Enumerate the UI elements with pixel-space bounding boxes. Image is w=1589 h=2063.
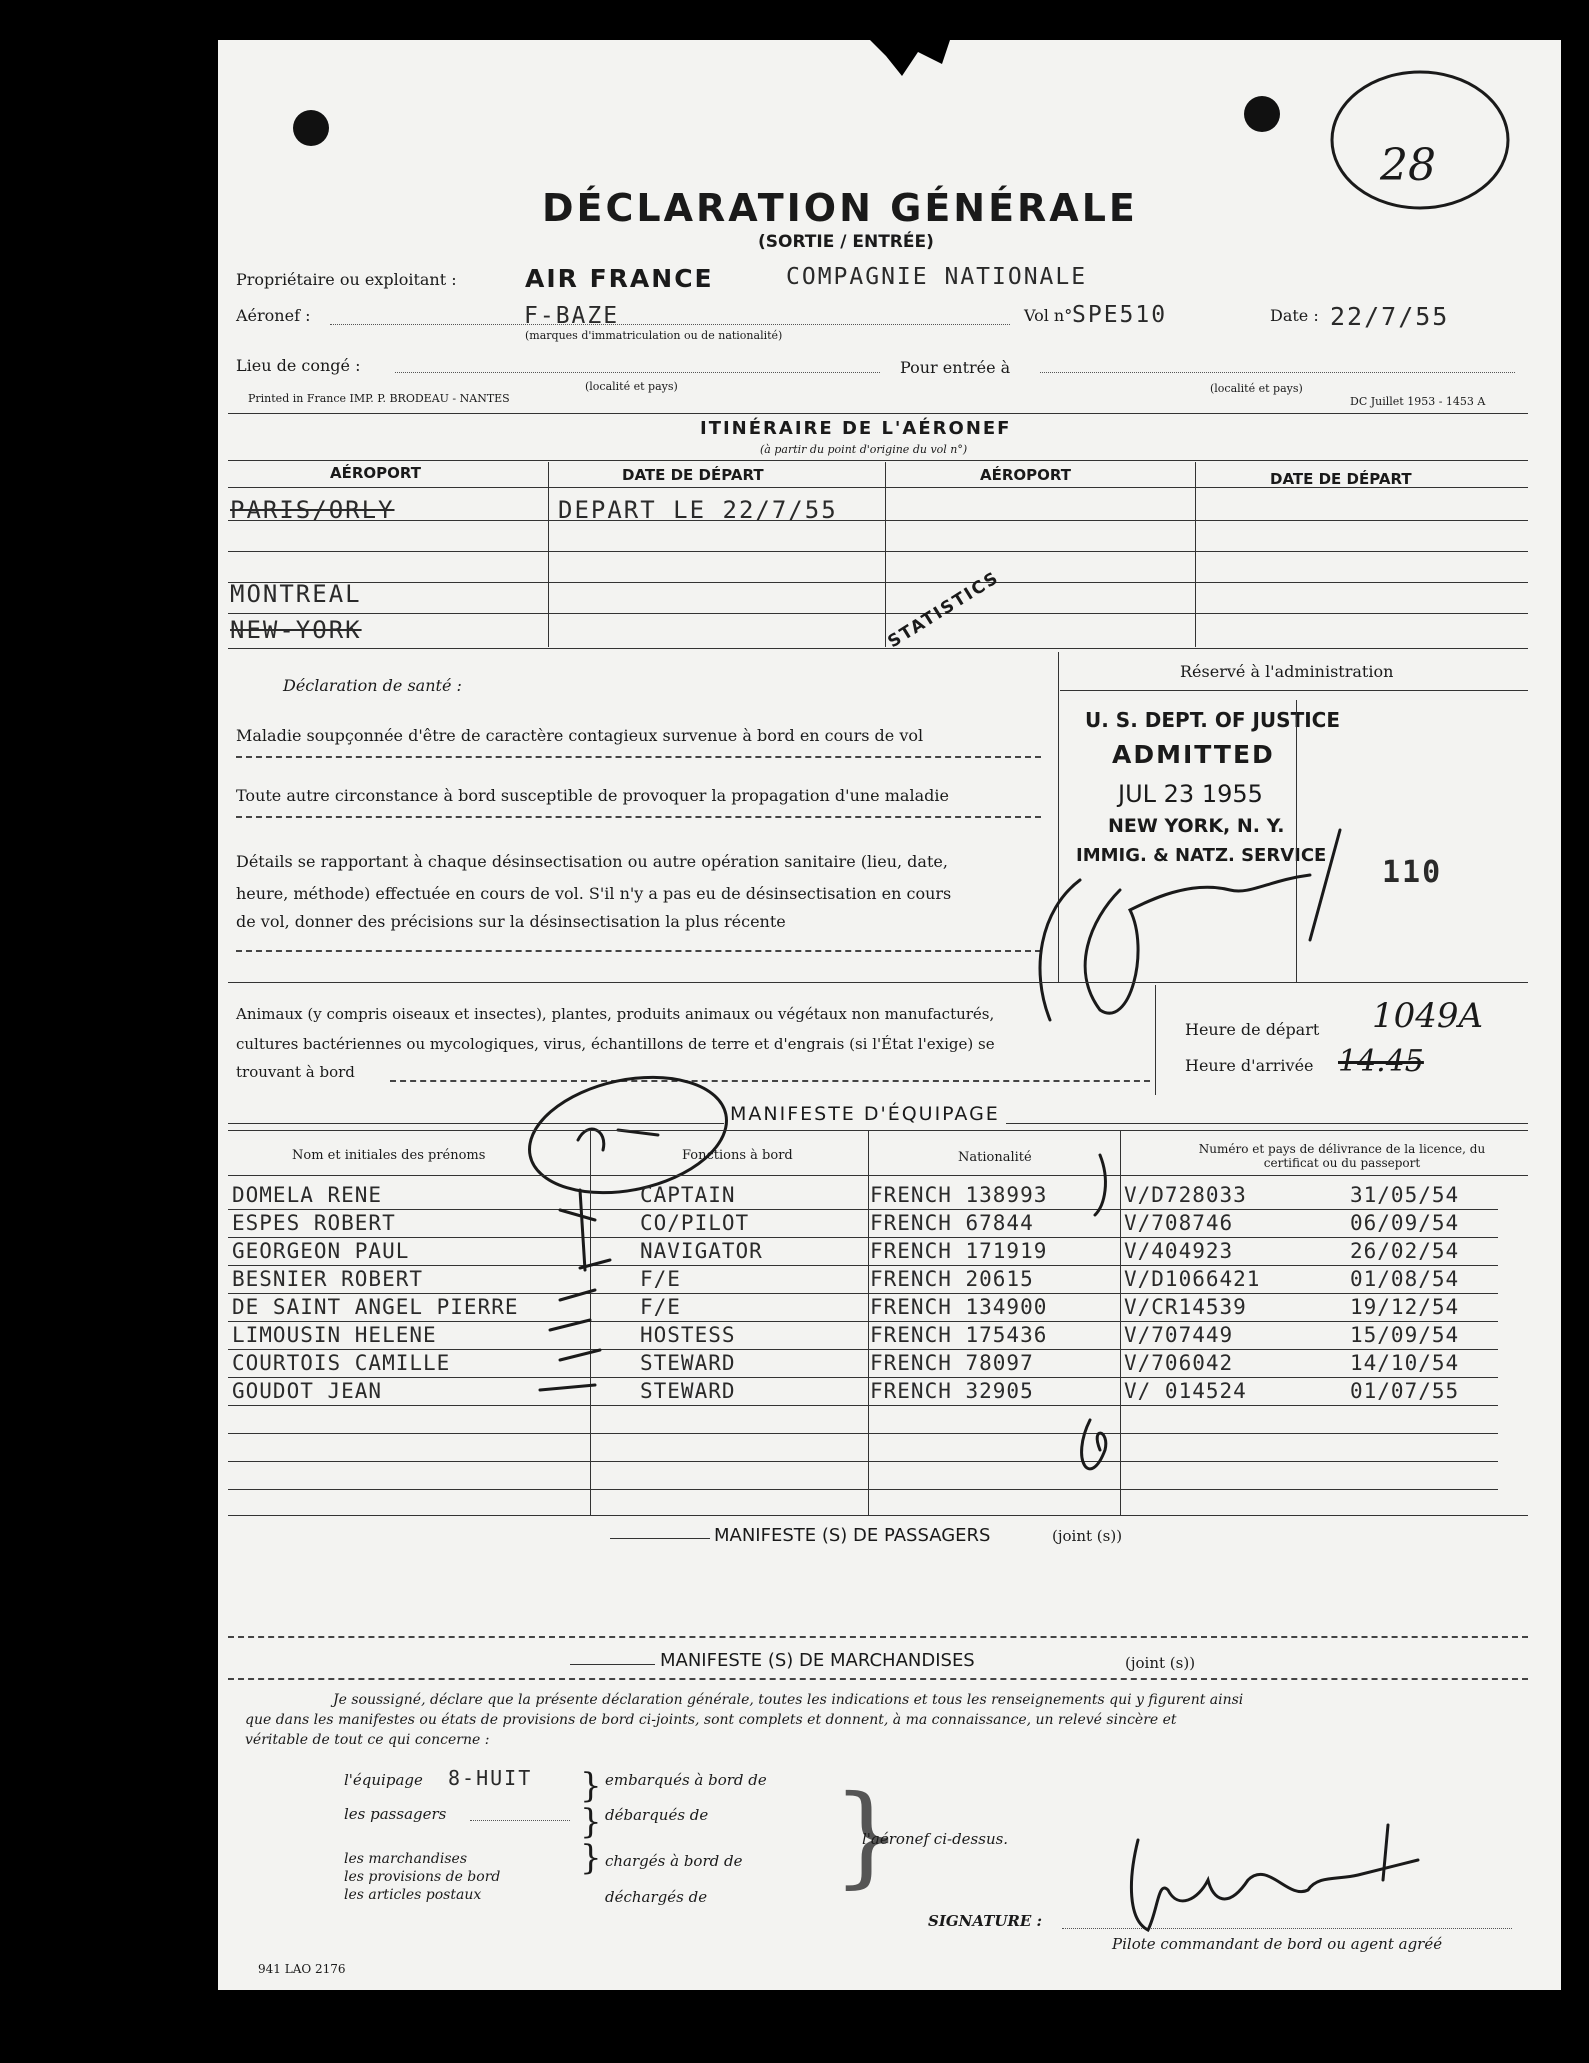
crew-nationality: FRENCH 175436 <box>870 1323 1048 1347</box>
crew-nationality: FRENCH 134900 <box>870 1295 1048 1319</box>
form-subtitle: (SORTIE / ENTRÉE) <box>758 232 934 252</box>
crew-col-nationality: Nationalité <box>958 1150 1032 1165</box>
statistics-stamp: STATISTICS <box>884 567 1004 653</box>
decl-goods-label: les marchandises <box>344 1851 468 1867</box>
health-line3c: de vol, donner des précisions sur la désinsectisation la plus récente <box>236 912 786 931</box>
crew-license-date: 14/10/54 <box>1350 1351 1460 1375</box>
crew-nationality: FRENCH 20615 <box>870 1267 1034 1291</box>
crew-license-date: 01/07/55 <box>1350 1379 1460 1403</box>
crew-license: V/708746 <box>1124 1211 1234 1235</box>
entry-label: Pour entrée à <box>900 358 1011 377</box>
crew-col-name: Nom et initiales des prénoms <box>292 1148 486 1163</box>
decl-crew-value: 8-HUIT <box>448 1766 533 1790</box>
itinerary-title: ITINÉRAIRE DE L'AÉRONEF <box>700 418 1012 439</box>
crew-name: BESNIER ROBERT <box>232 1267 424 1291</box>
captain-signature <box>1118 1820 1478 1940</box>
decl-loaded: chargés à bord de <box>605 1852 743 1870</box>
admin-stamp-line3: JUL 23 1955 <box>1118 780 1263 808</box>
declaration-line2: que dans les manifestes ou états de provisions de bord ci-joints, sont complets et donnent, à ma connaissance, un relevé sincère et <box>245 1712 1177 1728</box>
decl-provisions-label: les provisions de bord <box>344 1869 501 1885</box>
date-value: 22/7/55 <box>1330 302 1450 331</box>
health-title: Déclaration de santé : <box>283 676 462 695</box>
crew-nationality: FRENCH 32905 <box>870 1379 1034 1403</box>
crew-name: DE SAINT ANGEL PIERRE <box>232 1295 519 1319</box>
crew-license-date: 26/02/54 <box>1350 1239 1460 1263</box>
crew-license: V/D1066421 <box>1124 1267 1261 1291</box>
crew-col-license: Numéro et pays de délivrance de la licence, du certificat ou du passeport <box>1198 1142 1486 1170</box>
crew-license-date: 31/05/54 <box>1350 1183 1460 1207</box>
cargo-title: MANIFESTE (S) DE MARCHANDISES <box>660 1650 975 1671</box>
arr-time-label: Heure d'arrivée <box>1185 1056 1314 1075</box>
itinerary-col-airport-1: AÉROPORT <box>330 464 422 482</box>
itinerary-col-airport-2: AÉROPORT <box>980 466 1072 484</box>
passengers-title: MANIFESTE (S) DE PASSAGERS <box>714 1525 991 1546</box>
crew-name: COURTOIS CAMILLE <box>232 1351 451 1375</box>
crew-function: F/E <box>640 1295 681 1319</box>
animals-line3: trouvant à bord <box>236 1063 355 1081</box>
crew-license: V/ 014524 <box>1124 1379 1247 1403</box>
itinerary-col-date-2: DATE DE DÉPART <box>1270 470 1412 488</box>
crew-license: V/CR14539 <box>1124 1295 1247 1319</box>
flight-value: SPE510 <box>1072 302 1168 328</box>
punch-hole-left <box>293 110 329 146</box>
date-label: Date : <box>1270 306 1319 325</box>
flight-label: Vol n° <box>1024 306 1073 325</box>
admin-stamp-line5: IMMIG. & NATZ. SERVICE <box>1076 845 1327 866</box>
owner-label: Propriétaire ou exploitant : <box>236 270 457 289</box>
crew-name: LIMOUSIN HELENE <box>232 1323 437 1347</box>
decl-signature-role: Pilote commandant de bord ou agent agréé <box>1112 1935 1443 1953</box>
crew-function: STEWARD <box>640 1351 736 1375</box>
itinerary-col-date-1: DATE DE DÉPART <box>622 466 764 484</box>
departure-label: Lieu de congé : <box>236 356 361 375</box>
admin-number: 110 <box>1382 855 1443 890</box>
crew-function: HOSTESS <box>640 1323 736 1347</box>
itinerary-airport-1: PARIS/ORLY <box>230 496 395 524</box>
animals-line2: cultures bactériennes ou mycologiques, virus, échantillons de terre et d'engrais (si l'État l'exige) se <box>236 1035 995 1053</box>
printer-note: Printed in France IMP. P. BRODEAU - NANTES <box>248 392 510 405</box>
crew-function: CO/PILOT <box>640 1211 750 1235</box>
health-line3a: Détails se rapportant à chaque désinsectisation ou autre opération sanitaire (lieu, date, <box>236 852 948 871</box>
crew-license: V/707449 <box>1124 1323 1234 1347</box>
entry-hint: (localité et pays) <box>1210 382 1303 395</box>
page-number: 28 <box>1380 140 1436 191</box>
form-ref: DC Juillet 1953 - 1453 A <box>1350 395 1486 408</box>
dep-time-value: 1049A <box>1372 996 1484 1036</box>
crew-name: ESPES ROBERT <box>232 1211 396 1235</box>
crew-license-date: 01/08/54 <box>1350 1267 1460 1291</box>
crew-nationality: FRENCH 138993 <box>870 1183 1048 1207</box>
arr-time-value: 14.45 <box>1338 1044 1424 1079</box>
declaration-line3: véritable de tout ce qui concerne : <box>245 1732 490 1748</box>
admin-title: Réservé à l'administration <box>1180 662 1394 681</box>
crew-license-date: 19/12/54 <box>1350 1295 1460 1319</box>
health-line3b: heure, méthode) effectuée en cours de vol. S'il n'y a pas eu de désinsectisation en cours <box>236 884 952 903</box>
declaration-line1: Je soussigné, déclare que la présente déclaration générale, toutes les indications et tous les renseignements qui y figurent ainsi <box>333 1692 1244 1708</box>
admin-signature <box>1010 820 1360 1040</box>
crew-function: STEWARD <box>640 1379 736 1403</box>
aircraft-label: Aéronef : <box>236 306 311 325</box>
crew-license: V/D728033 <box>1124 1183 1247 1207</box>
punch-hole-right <box>1244 96 1280 132</box>
passengers-joint: (joint (s)) <box>1052 1527 1123 1545</box>
crew-license-date: 15/09/54 <box>1350 1323 1460 1347</box>
admin-stamp-line1: U. S. DEPT. OF JUSTICE <box>1085 708 1340 732</box>
crew-nationality: FRENCH 78097 <box>870 1351 1034 1375</box>
crew-name: DOMELA RENE <box>232 1183 383 1207</box>
decl-big-brace: } <box>832 1771 902 1899</box>
crew-col-function: Fonctions à bord <box>682 1148 793 1163</box>
crew-nationality: FRENCH 67844 <box>870 1211 1034 1235</box>
decl-aircraft-above: l'aéronef ci-dessus. <box>862 1830 1009 1848</box>
itinerary-date-1: DEPART LE 22/7/55 <box>558 496 838 524</box>
footer-code: 941 LAO 2176 <box>258 1962 346 1976</box>
crew-name: GEORGEON PAUL <box>232 1239 410 1263</box>
crew-nationality: FRENCH 171919 <box>870 1239 1048 1263</box>
decl-disembarked: débarqués de <box>605 1806 709 1824</box>
cargo-joint: (joint (s)) <box>1125 1654 1196 1672</box>
aircraft-hint: (marques d'immatriculation ou de nationalité) <box>525 329 783 342</box>
health-line1: Maladie soupçonnée d'être de caractère contagieux survenue à bord en cours de vol <box>236 726 924 745</box>
decl-unloaded: déchargés de <box>605 1888 708 1906</box>
crew-license: V/706042 <box>1124 1351 1234 1375</box>
admin-stamp-line2: ADMITTED <box>1112 740 1275 769</box>
decl-embarked: embarqués à bord de <box>605 1771 767 1789</box>
crew-function: F/E <box>640 1267 681 1291</box>
crew-name: GOUDOT JEAN <box>232 1379 383 1403</box>
itinerary-airport-2: MONTREAL <box>230 580 362 608</box>
itinerary-airport-3: NEW-YORK <box>230 616 362 644</box>
dep-time-label: Heure de départ <box>1185 1020 1320 1039</box>
owner-value-typed: COMPAGNIE NATIONALE <box>786 264 1088 290</box>
crew-function: NAVIGATOR <box>640 1239 763 1263</box>
crew-function: CAPTAIN <box>640 1183 736 1207</box>
animals-line1: Animaux (y compris oiseaux et insectes), plantes, produits animaux ou végétaux non manufacturés, <box>236 1005 995 1023</box>
health-line2: Toute autre circonstance à bord susceptible de provoquer la propagation d'une maladie <box>236 786 949 805</box>
crew-license-date: 06/09/54 <box>1350 1211 1460 1235</box>
owner-value-bold: AIR FRANCE <box>525 264 714 293</box>
decl-signature-label: SIGNATURE : <box>928 1912 1043 1930</box>
crew-license: V/404923 <box>1124 1239 1234 1263</box>
departure-hint: (localité et pays) <box>585 380 678 393</box>
aircraft-value: F-BAZE <box>524 303 620 329</box>
decl-brace: } } } <box>580 1766 602 1878</box>
decl-postal-label: les articles postaux <box>344 1887 482 1903</box>
form-title: DÉCLARATION GÉNÉRALE <box>542 186 1138 230</box>
decl-crew-label: l'équipage <box>344 1771 423 1789</box>
crew-check-marks <box>500 1150 1140 1500</box>
crew-title: MANIFESTE D'ÉQUIPAGE <box>724 1103 1006 1125</box>
itinerary-subtitle: (à partir du point d'origine du vol n°) <box>760 443 968 456</box>
decl-passengers-label: les passagers <box>344 1805 447 1823</box>
admin-stamp-line4: NEW YORK, N. Y. <box>1108 815 1285 837</box>
